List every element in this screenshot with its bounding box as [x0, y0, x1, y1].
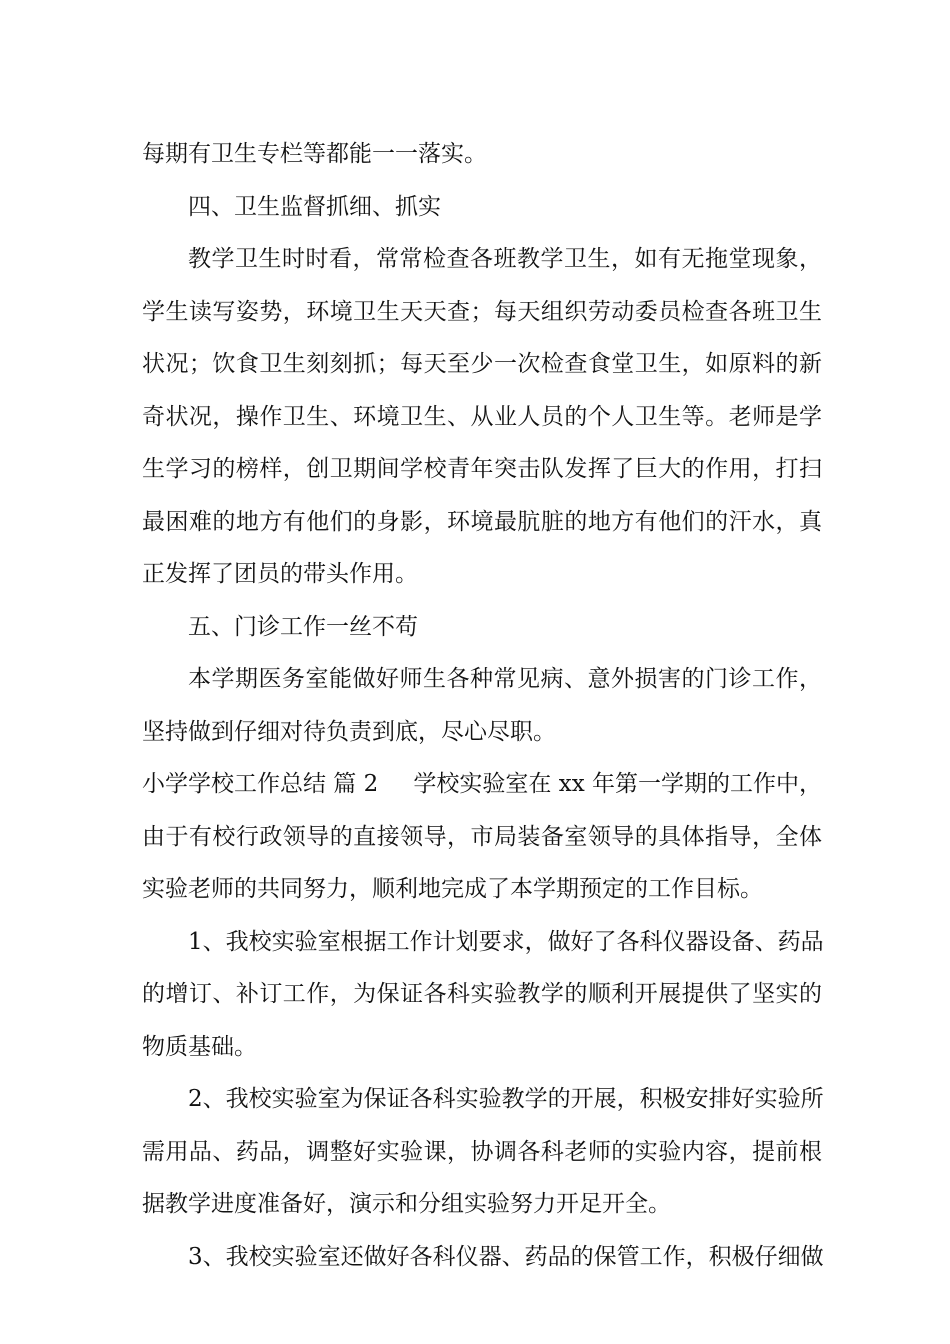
- article-title: 小学学校工作总结 篇 2: [142, 771, 379, 797]
- paragraph-line: 学生读写姿势，环境卫生天天查；每天组织劳动委员检查各班卫生: [142, 298, 822, 325]
- paragraph-line: 3、我校实验室还做好各科仪器、药品的保管工作，积极仔细做: [188, 1243, 824, 1270]
- paragraph-line: 实验老师的共同努力，顺利地完成了本学期预定的工作目标。: [142, 876, 763, 902]
- paragraph-line: 1、我校实验室根据工作计划要求，做好了各科仪器设备、药品: [188, 928, 824, 955]
- paragraph-line: 本学期医务室能做好师生各种常见病、意外损害的门诊工作，: [188, 666, 822, 692]
- paragraph-line: 最困难的地方有他们的身影，环境最肮脏的地方有他们的汗水，真: [142, 508, 822, 535]
- paragraph-line: 据教学进度准备好，演示和分组实验努力开足开全。: [142, 1191, 671, 1217]
- paragraph-line: 生学习的榜样，创卫期间学校青年突击队发挥了巨大的作用，打扫: [142, 456, 822, 482]
- document-body: [142, 128, 822, 1283]
- section-heading-hygiene-supervision: 四、卫生监督抓细、抓实: [188, 193, 441, 220]
- paragraph-line: 每期有卫生专栏等都能一一落实。: [142, 141, 487, 167]
- paragraph-line: 状况；饮食卫生刻刻抓；每天至少一次检查食堂卫生，如原料的新: [142, 351, 822, 377]
- paragraph-line: 的增订、补订工作，为保证各科实验教学的顺利开展提供了坚实的: [142, 981, 822, 1007]
- paragraph-line: 坚持做到仔细对待负责到底，尽心尽职。: [142, 718, 556, 745]
- paragraph-line: 奇状况，操作卫生、环境卫生、从业人员的个人卫生等。老师是学: [142, 403, 822, 430]
- paragraph-line: 需用品、药品，调整好实验课，协调各科老师的实验内容，提前根: [142, 1138, 822, 1165]
- section-heading-clinic-work: 五、门诊工作一丝不苟: [188, 613, 418, 640]
- paragraph-line: 正发挥了团员的带头作用。: [142, 561, 418, 587]
- paragraph-line: 物质基础。: [142, 1033, 257, 1060]
- paragraph-line: 教学卫生时时看，常常检查各班教学卫生，如有无拖堂现象，: [188, 246, 822, 272]
- paragraph-line: 学校实验室在 xx 年第一学期的工作中，: [413, 771, 822, 797]
- paragraph-line: 2、我校实验室为保证各科实验教学的开展，积极安排好实验所: [188, 1086, 824, 1112]
- paragraph-line: 由于有校行政领导的直接领导，市局装备室领导的具体指导，全体: [142, 823, 822, 850]
- article-heading-line: [142, 758, 822, 811]
